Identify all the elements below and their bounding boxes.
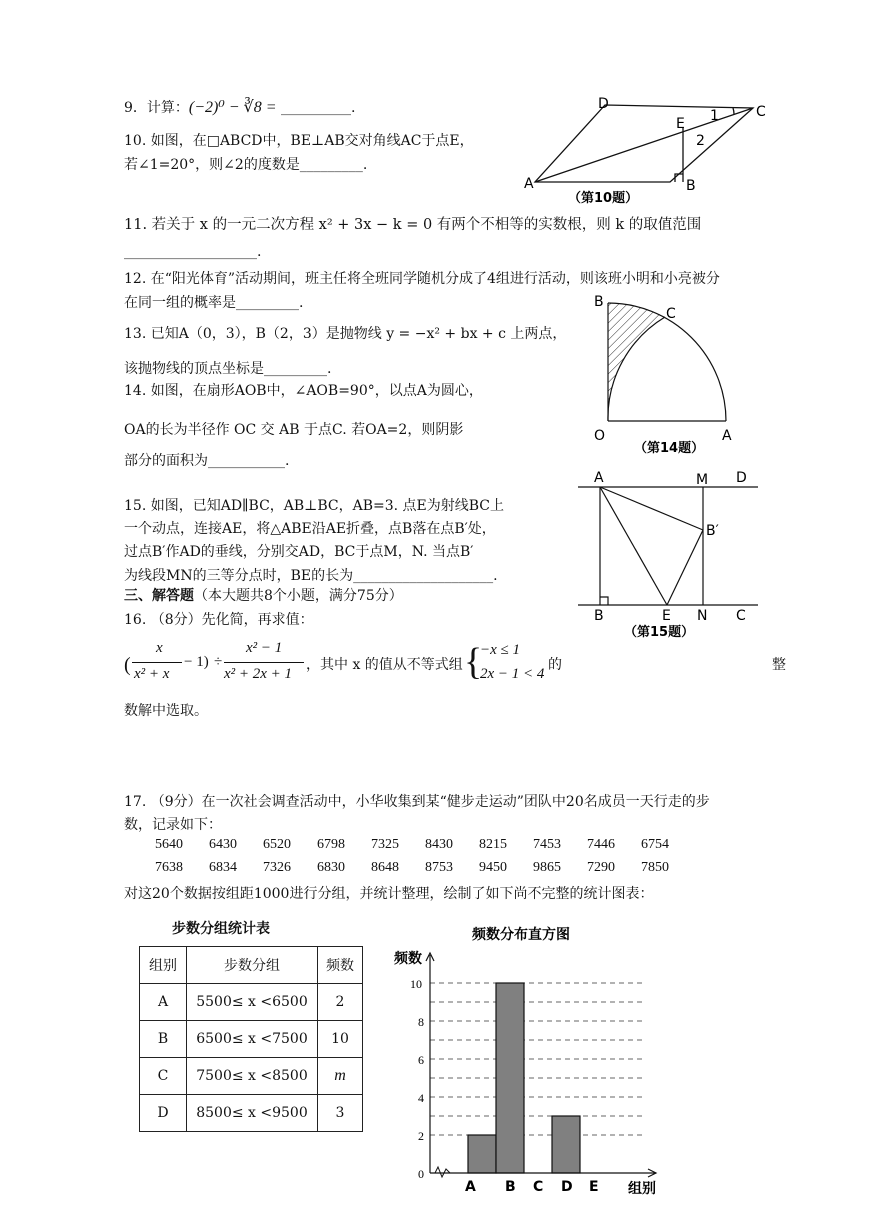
section-heading xyxy=(124,585,403,605)
table-cell: 3 xyxy=(318,1095,363,1132)
q9 xyxy=(124,97,355,117)
table-header-cell: 组别 xyxy=(140,947,187,984)
chart-xlabel: 组别 xyxy=(628,1181,656,1197)
figure-14 xyxy=(590,290,750,460)
data-value: 8430 xyxy=(425,837,453,852)
fig10-label-B: B xyxy=(686,178,696,194)
data-value: 7446 xyxy=(587,837,615,852)
fig15-label-M: M xyxy=(696,472,709,488)
figure-15 xyxy=(578,464,768,644)
step-group-table xyxy=(139,946,363,1132)
q16-minus1: − 1) xyxy=(184,654,209,670)
q11-line2: ___________________. xyxy=(124,244,262,260)
q16-frac2-bar xyxy=(224,662,304,663)
data-value: 6830 xyxy=(317,860,345,875)
table-title: 步数分组统计表 xyxy=(172,921,270,937)
data-value: 6520 xyxy=(263,837,291,852)
fig14-label-O: O xyxy=(594,428,606,444)
fig15-label-N: N xyxy=(697,608,708,624)
data-value: 7638 xyxy=(155,860,183,875)
table-cell: C xyxy=(140,1058,187,1095)
fig14-caption: （第14题） xyxy=(634,441,705,456)
fig14-label-A: A xyxy=(722,428,732,444)
figure-10 xyxy=(520,90,780,210)
chart-x-tick-label: C xyxy=(533,1179,544,1195)
q10-line2: 若∠1=20°，则∠2的度数是_________. xyxy=(124,157,368,173)
q16-line1: 16. （8分）先化简，再求值： xyxy=(124,612,314,628)
q14-line1: 14. 如图，在扇形AOB中，∠AOB=90°，以点A为圆心， xyxy=(124,383,483,399)
table-row xyxy=(140,984,363,1021)
table-cell: D xyxy=(140,1095,187,1132)
chart-y-tick-label: 0 xyxy=(418,1167,424,1181)
chart-axis-break xyxy=(435,1167,450,1177)
q17-line2: 数，记录如下： xyxy=(124,817,222,833)
chart-y-tick-label: 8 xyxy=(418,1015,424,1029)
table-cell: 2 xyxy=(318,984,363,1021)
chart-ylabel: 频数 xyxy=(394,951,422,967)
q11-line1: 11. 若关于 x 的一元二次方程 x² + 3x − k = 0 有两个不相等的实数根，则 k 的取值范围 xyxy=(124,217,702,233)
q9-label: 9．计算： xyxy=(124,100,189,116)
q16-frac1-num: x xyxy=(156,640,163,656)
q16-frac2-den: x² + 2x + 1 xyxy=(224,666,293,682)
data-value: 8648 xyxy=(371,860,399,875)
table-header-cell: 频数 xyxy=(318,947,363,984)
q10-line1: 10. 如图，在□ABCD中，BE⊥AB交对角线AC于点E， xyxy=(124,133,474,149)
q15-line4: 为线段MN的三等分点时，BE的长为____________________. xyxy=(124,568,498,584)
fig15-caption: （第15题） xyxy=(624,625,695,640)
data-value: 5640 xyxy=(155,837,183,852)
chart-x-tick-label: B xyxy=(505,1179,516,1195)
data-value: 7326 xyxy=(263,860,291,875)
fig10-caption: （第10题） xyxy=(568,191,639,206)
table-cell: B xyxy=(140,1021,187,1058)
table-cell: 6500≤ x <7500 xyxy=(187,1021,318,1058)
q16-expression xyxy=(124,640,794,690)
table-header-row xyxy=(140,947,363,984)
q12-line1: 12. 在“阳光体育”活动期间，班主任将全班同学随机分成了4组进行活动，则该班小明和小亮被分 xyxy=(124,271,720,287)
fig15-label-E: E xyxy=(662,608,671,624)
q9-end: . xyxy=(351,100,356,116)
fig14-label-C: C xyxy=(666,306,676,322)
q14-line2: OA的长为半径作 OC 交 AB 于点C. 若OA=2，则阴影 xyxy=(124,422,464,438)
chart-bar-B xyxy=(496,983,524,1173)
fig10-angle-2: 2 xyxy=(696,133,705,149)
q15-line3: 过点B′作AD的垂线，分别交AD，BC于点M，N. 当点B′ xyxy=(124,544,474,560)
q16-paren-open: ( xyxy=(124,654,131,676)
q17-line3: 对这20个数据按组距1000进行分组，并统计整理，绘制了如下尚不完整的统计图表： xyxy=(124,886,654,902)
data-value: 6798 xyxy=(317,837,345,852)
chart-y-tick-label: 4 xyxy=(418,1091,424,1105)
fig10-angle-1: 1 xyxy=(710,108,719,124)
fig15-label-A: A xyxy=(594,470,604,486)
data-value: 8753 xyxy=(425,860,453,875)
q16-tail1: 的 xyxy=(548,657,562,673)
table-row xyxy=(140,1095,363,1132)
data-value: 6834 xyxy=(209,860,237,875)
table-row xyxy=(140,1021,363,1058)
table-header-cell: 步数分组 xyxy=(187,947,318,984)
q16-ineq2: 2x − 1 < 4 xyxy=(480,666,545,682)
chart-title: 频数分布直方图 xyxy=(472,927,570,943)
chart-x-tick-label: D xyxy=(561,1179,573,1195)
data-value: 8215 xyxy=(479,837,507,852)
q16-mid-text: ，其中 x 的值从不等式组 xyxy=(306,657,463,673)
table-cell: 10 xyxy=(318,1021,363,1058)
q15-line2: 一个动点，连接AE，将△ABE沿AE折叠，点B落在点B′处， xyxy=(124,521,496,537)
table-row xyxy=(140,1058,363,1095)
fig14-label-B: B xyxy=(594,294,604,310)
fig15-label-Bprime: B′ xyxy=(706,523,719,539)
q12-line2: 在同一组的概率是_________. xyxy=(124,295,304,311)
section-desc: （本大题共8个小题，满分75分） xyxy=(194,588,403,604)
data-value: 6430 xyxy=(209,837,237,852)
q17-line1: 17. （9分）在一次社会调查活动中，小华收集到某“健步走运动”团队中20名成员一天行走的步 xyxy=(124,794,710,810)
q16-divide: ÷ xyxy=(214,654,223,670)
q13-line1: 13. 已知A（0，3），B（2，3）是抛物线 y = −x² + bx + c 上两点， xyxy=(124,326,567,342)
chart-bar-A xyxy=(468,1135,496,1173)
data-value: 6754 xyxy=(641,837,669,852)
fig10-label-A: A xyxy=(524,176,534,192)
table-cell: A xyxy=(140,984,187,1021)
fig15-label-D: D xyxy=(736,470,747,486)
q13-line2: 该抛物线的顶点坐标是_________. xyxy=(124,361,332,377)
chart-y-tick-label: 6 xyxy=(418,1053,424,1067)
q16-frac1-bar xyxy=(132,662,182,663)
fig15-label-B: B xyxy=(594,608,604,624)
fig15-label-C: C xyxy=(736,608,746,624)
table-cell: 8500≤ x <9500 xyxy=(187,1095,318,1132)
q14-line3: 部分的面积为___________. xyxy=(124,453,290,469)
table-cell: 7500≤ x <8500 xyxy=(187,1058,318,1095)
q16-frac1-den: x² + x xyxy=(134,666,170,682)
chart-x-tick-label: A xyxy=(465,1179,476,1195)
data-value: 7290 xyxy=(587,860,615,875)
section-title: 三、解答题 xyxy=(124,588,194,604)
q9-blank: __________ xyxy=(281,100,352,116)
table-cell: m xyxy=(318,1058,363,1095)
fig10-label-C: C xyxy=(756,104,766,120)
chart-bar-D xyxy=(552,1116,580,1173)
data-value: 9450 xyxy=(479,860,507,875)
fig10-label-E: E xyxy=(676,116,685,132)
chart-y-tick-label: 10 xyxy=(410,977,422,991)
chart-y-tick-label: 2 xyxy=(418,1129,424,1143)
q16-frac2-num: x² − 1 xyxy=(246,640,283,656)
q9-expression: (−2)⁰ − ∛8 = xyxy=(188,99,277,116)
data-value: 7325 xyxy=(371,837,399,852)
table-cell: 5500≤ x <6500 xyxy=(187,984,318,1021)
q15-line1: 15. 如图，已知AD∥BC，AB⊥BC，AB=3. 点E为射线BC上 xyxy=(124,498,505,514)
frequency-histogram xyxy=(380,915,680,1205)
data-value: 7453 xyxy=(533,837,561,852)
fig10-label-D: D xyxy=(598,96,609,112)
q16-tail2: 整 xyxy=(772,657,786,673)
data-value: 7850 xyxy=(641,860,669,875)
q16-brace: { xyxy=(464,641,483,683)
q16-ineq1: −x ≤ 1 xyxy=(480,642,521,658)
q16-line3: 数解中选取。 xyxy=(124,703,208,719)
chart-x-tick-label: E xyxy=(589,1179,599,1195)
data-value: 9865 xyxy=(533,860,561,875)
